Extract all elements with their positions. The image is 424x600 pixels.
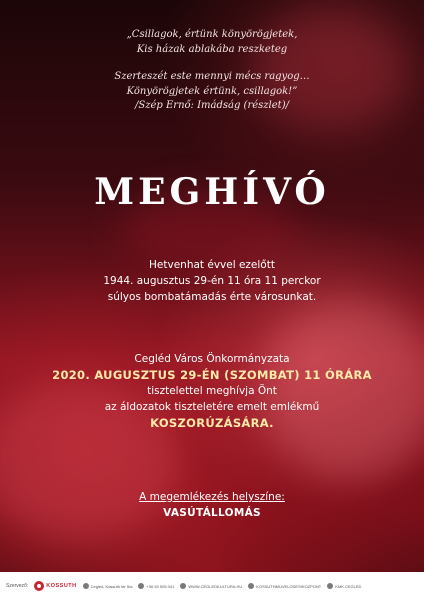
quote-line: „Csillagok, értünk könyörögjetek, — [126, 29, 298, 40]
phone-item — [138, 583, 174, 589]
globe-icon — [180, 583, 186, 589]
address-item — [83, 583, 133, 589]
address-text: Cegléd, Kossuth tér 5/a — [90, 583, 133, 589]
organizer-logo — [34, 581, 76, 591]
logo-icon — [34, 581, 44, 591]
phone-icon — [138, 583, 144, 589]
history-line: súlyos bombatámadás érte városunkat. — [107, 291, 317, 303]
facebook-icon — [248, 583, 254, 589]
logo-text: KOSSUTH — [46, 583, 77, 589]
quote-line: Kis házak ablakába reszketeg — [136, 43, 288, 55]
host-line: Cegléd Város Önkormányzata — [134, 353, 290, 365]
instagram-item — [327, 583, 361, 589]
location-pin-icon — [83, 583, 89, 589]
phone-text: +36 53 505 041 — [146, 583, 175, 589]
organizer-label: Szervező: — [6, 583, 29, 589]
facebook-item — [248, 583, 321, 589]
history-line: 1944. augusztus 29-én 11 óra 11 perckor — [103, 275, 321, 287]
history-line: Hetvenhat évvel ezelőtt — [149, 259, 275, 271]
quote-line: Szerteszét este mennyi mécs ragyog… — [114, 71, 310, 82]
footer-bar — [0, 572, 424, 600]
web-item — [180, 583, 242, 589]
invitation-text — [0, 351, 424, 431]
event-action: KOSZORÚZÁSÁRA. — [150, 416, 274, 430]
venue-label: A megemlékezés helyszíne: — [139, 491, 285, 503]
web-text: WWW.CEGLEDKULTURA.HU — [188, 583, 243, 589]
poem-quote — [0, 28, 424, 114]
quote-line: Könyörögjetek értünk, csillagok!” — [126, 85, 298, 97]
event-date: 2020. AUGUSZTUS 29-ÉN (SZOMBAT) 11 ÓRÁRA — [52, 368, 372, 382]
instagram-text: KMK.CEGLED — [335, 583, 362, 589]
venue-block — [0, 489, 424, 521]
memorial-line: az áldozatok tiszteletére emelt emlékmű — [104, 401, 320, 413]
history-text — [0, 257, 424, 305]
quote-attribution: /Szép Ernő: Imádság (részlet)/ — [135, 100, 289, 111]
facebook-text: KOSSUTHMUVELODESIKOZPONT — [256, 583, 322, 589]
venue-name: VASÚTÁLLOMÁS — [163, 507, 261, 519]
invite-line: tisztelettel meghívja Önt — [147, 385, 277, 397]
instagram-icon — [327, 583, 333, 589]
page-title: MEGHÍVÓ — [94, 171, 330, 213]
